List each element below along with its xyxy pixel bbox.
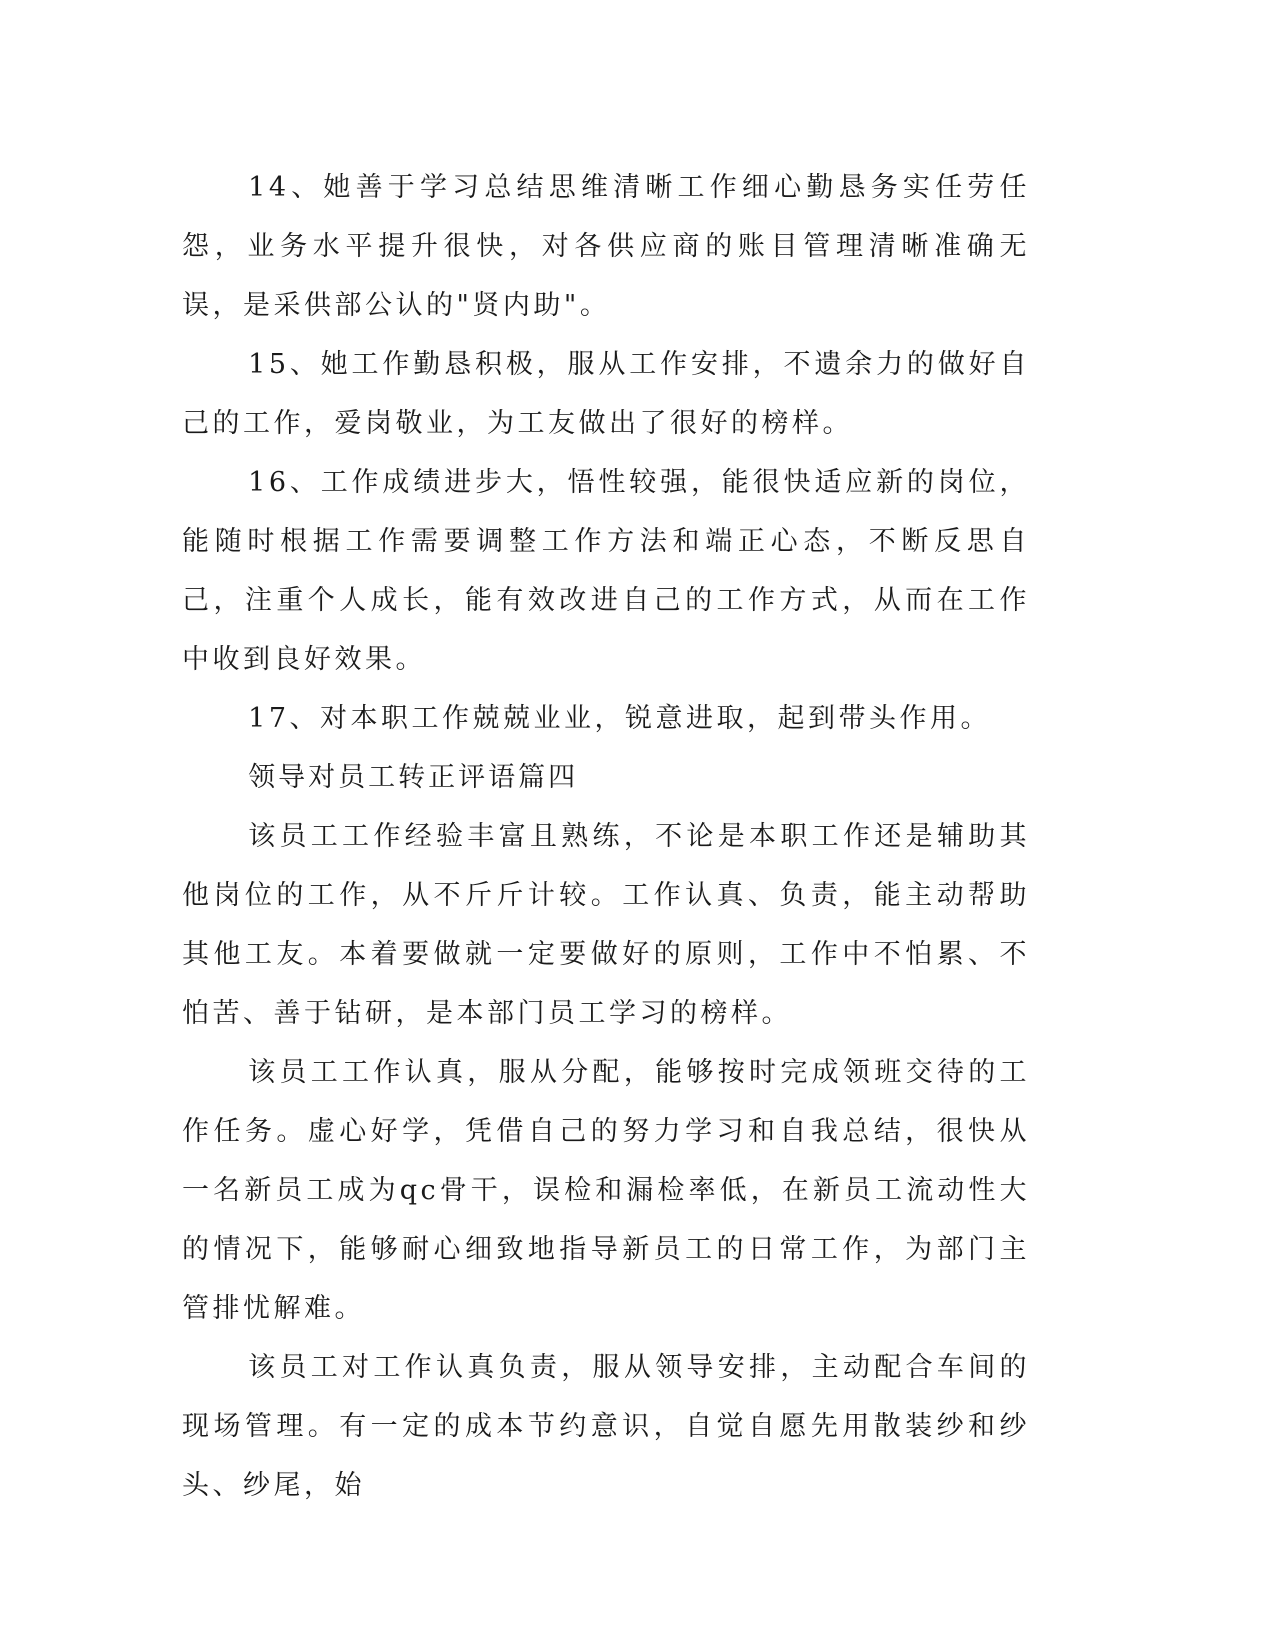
document-body (182, 158, 1030, 1515)
paragraph-16: 16、工作成绩进步大，悟性较强，能很快适应新的岗位，能随时根据工作需要调整工作方法和端正心态，不断反思自己，注重个人成长，能有效改进自己的工作方式，从而在工作中收到良好效果。 (182, 467, 1030, 675)
paragraph-14: 14、她善于学习总结思维清晰工作细心勤恳务实任劳任怨，业务水平提升很快，对各供应商的账目管理清晰准确无误，是采供部公认的"贤内助"。 (182, 172, 1030, 321)
paragraph-15: 15、她工作勤恳积极，服从工作安排，不遗余力的做好自己的工作，爱岗敬业，为工友做出了很好的榜样。 (182, 349, 1030, 439)
section-paragraph-1: 该员工工作经验丰富且熟练，不论是本职工作还是辅助其他岗位的工作，从不斤斤计较。工作认真、负责，能主动帮助其他工友。本着要做就一定要做好的原则，工作中不怕累、不怕苦、善于钻研，是本部门员工学习的榜样。 (182, 821, 1030, 1029)
section-paragraph-3: 该员工对工作认真负责，服从领导安排，主动配合车间的现场管理。有一定的成本节约意识，自觉自愿先用散装纱和纱头、纱尾，始 (182, 1352, 1030, 1501)
section-paragraph-2: 该员工工作认真，服从分配，能够按时完成领班交待的工作任务。虚心好学，凭借自己的努力学习和自我总结，很快从一名新员工成为qc骨干，误检和漏检率低，在新员工流动性大的情况下，能够耐心细致地指导新员工的日常工作，为部门主管排忧解难。 (182, 1057, 1030, 1324)
paragraph-17: 17、对本职工作兢兢业业，锐意进取，起到带头作用。 (248, 703, 991, 734)
section-heading: 领导对员工转正评语篇四 (248, 762, 579, 793)
